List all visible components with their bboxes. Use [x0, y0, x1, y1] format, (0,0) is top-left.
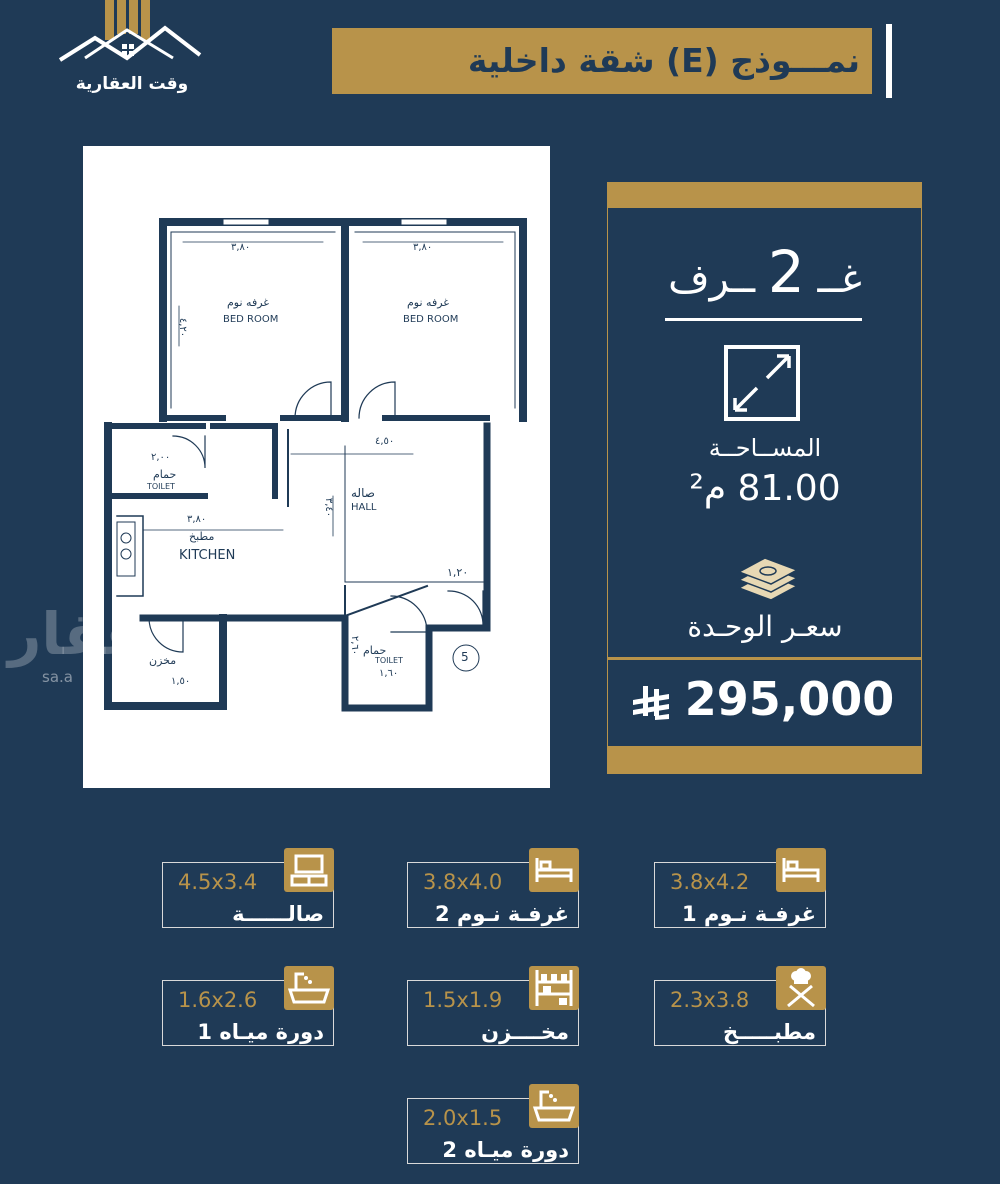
kitchen-width-label: ٣,٨٠ [187, 514, 207, 525]
page-title: نمـــوذج (E) شقة داخلية [467, 41, 860, 80]
bedroom2-label-ar: غرفه نوم [407, 296, 450, 309]
room-dimensions: 1.6x2.6 [178, 988, 258, 1012]
room-card-kitchen [654, 966, 826, 1046]
rooms-prefix: غــ [817, 256, 862, 302]
store-width-label: ١,٥٠ [171, 676, 191, 687]
room-dimensions: 2.0x1.5 [423, 1106, 503, 1130]
info-card-bottom-bar [607, 746, 922, 774]
room-name: غرفـة نـوم 1 [682, 902, 816, 926]
hall-width-label: ٤,٥٠ [375, 436, 395, 447]
rooms-underline [665, 318, 862, 321]
room-dimensions: 3.8x4.0 [423, 870, 503, 894]
bath1-label-ar: حمام [153, 468, 177, 481]
room-name: دورة ميـاه 2 [442, 1138, 569, 1162]
room-card-bedroom-1 [654, 848, 826, 928]
room-name: صالــــــة [232, 902, 324, 926]
chef-icon [776, 966, 826, 1010]
room-dimensions: 4.5x3.4 [178, 870, 258, 894]
room-name: مطبـــــخ [722, 1020, 816, 1044]
bedroom-depth-label: ٤,٢٠ [177, 317, 189, 338]
bath2-depth-label: ٢,٦٠ [349, 635, 361, 656]
hall-label-en: HALL [351, 502, 377, 513]
floor-plan-drawing [83, 146, 550, 788]
watermark: عقار [8, 600, 145, 668]
kitchen-label-ar: مطبخ [189, 530, 215, 543]
hall-label-ar: صاله [351, 486, 375, 500]
bathtub-icon [284, 966, 334, 1010]
room-name: غرفـة نـوم 2 [435, 902, 569, 926]
rooms-count-label [620, 238, 910, 306]
room-dimensions: 3.8x4.2 [670, 870, 750, 894]
title-banner-edge [886, 24, 920, 98]
bedroom2-width-label: ٣,٨٠ [413, 242, 433, 253]
bedroom1-label-ar: غرفه نوم [227, 296, 270, 309]
door-width-label: ١,٢٠ [447, 566, 469, 579]
tv-unit-icon [284, 848, 334, 892]
bedroom1-label-en: BED ROOM [223, 314, 279, 325]
price-divider [607, 657, 922, 660]
room-name: دورة ميـاه 1 [197, 1020, 324, 1044]
room-card-storage [407, 966, 579, 1046]
unit-number-label: 5 [461, 650, 469, 664]
room-card-bathroom-2 [407, 1084, 579, 1164]
room-dimensions: 2.3x3.8 [670, 988, 750, 1012]
room-name: مخــــزن [481, 1020, 569, 1044]
bedroom1-width-label: ٣,٨٠ [231, 242, 251, 253]
area-label: المســاحــة [708, 434, 822, 462]
room-card-bathroom-1 [162, 966, 334, 1046]
price-value: 295,000 [684, 672, 895, 726]
area-value: 81.00 م² [689, 468, 841, 509]
area-icon [723, 344, 801, 422]
logo-house-icon [55, 0, 205, 80]
bath1-width-label: ٢,٠٠ [151, 452, 171, 463]
shelves-icon [529, 966, 579, 1010]
floor-plan [83, 146, 550, 788]
hall-depth-label: ٣,٤٠ [323, 497, 335, 518]
bath2-label-ar: حمام [363, 644, 387, 657]
riyal-currency-icon [631, 686, 671, 720]
bed-icon [529, 848, 579, 892]
store-label-ar: مخزن [149, 654, 177, 667]
bath2-label-en: TOILET [375, 656, 403, 665]
room-dimensions: 1.5x1.9 [423, 988, 503, 1012]
room-card-bedroom-2 [407, 848, 579, 928]
bath2-width-label: ١,٦٠ [379, 668, 399, 679]
bed-icon [776, 848, 826, 892]
rooms-count: 2 [767, 238, 805, 306]
brand-name: وقت العقارية [75, 74, 189, 94]
money-stack-icon [735, 552, 801, 604]
kitchen-label-en: KITCHEN [179, 548, 236, 563]
room-card-hall [162, 848, 334, 928]
bedroom2-label-en: BED ROOM [403, 314, 459, 325]
bath1-label-en: TOILET [147, 482, 175, 491]
info-card-top-bar [607, 182, 922, 208]
watermark-url: sa.a [42, 668, 73, 686]
rooms-suffix: ــرف [668, 256, 756, 302]
price-label: سعـر الوحـدة [687, 610, 843, 643]
bathtub-icon [529, 1084, 579, 1128]
price-row [610, 672, 915, 726]
